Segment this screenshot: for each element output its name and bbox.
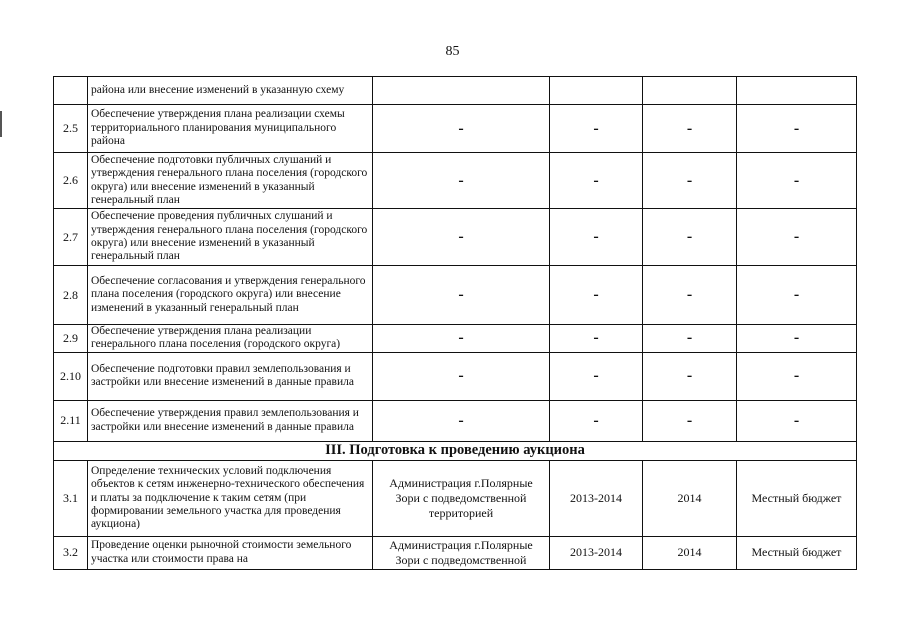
row-number: 2.6 (54, 153, 88, 209)
year-cell: - (643, 266, 737, 325)
executor-cell: Администрация г.Полярные Зори с подведомственной территорией (373, 460, 550, 536)
row-description: Обеспечение проведения публичных слушаний и утверждения генерального плана поселения (городского округа) или внесение изменений в указанный генеральный план (88, 209, 373, 266)
row-description: Проведение оценки рыночной стоимости земельного участка или стоимости права на (88, 536, 373, 569)
source-cell: - (737, 400, 857, 441)
row-description: района или внесение изменений в указанную схему (88, 77, 373, 105)
row-description: Обеспечение утверждения плана реализации генерального плана поселения (городского округа) (88, 325, 373, 353)
table-row (54, 266, 857, 325)
period-cell: - (550, 400, 643, 441)
executor-cell: Администрация г.Полярные Зори с подведомственной (373, 536, 550, 569)
year-cell (643, 77, 737, 105)
period-cell (550, 77, 643, 105)
row-description: Обеспечение согласования и утверждения генерального плана поселения (городского округа) или внесение изменений в указанный генеральный план (88, 266, 373, 325)
source-cell (737, 77, 857, 105)
source-cell: - (737, 105, 857, 153)
row-number: 2.5 (54, 105, 88, 153)
year-cell: - (643, 209, 737, 266)
table-row (54, 77, 857, 105)
table-row (54, 105, 857, 153)
row-description: Обеспечение утверждения правил землепользования и застройки или внесение изменений в данные правила (88, 400, 373, 441)
table-row (54, 352, 857, 400)
plan-table (53, 76, 857, 570)
row-description: Обеспечение подготовки публичных слушаний и утверждения генерального плана поселения (городского округа) или внесение изменений в указанный генеральный план (88, 153, 373, 209)
executor-cell: - (373, 352, 550, 400)
page-number: 85 (445, 44, 460, 59)
source-cell: - (737, 153, 857, 209)
section-header-row (54, 441, 857, 460)
year-cell: - (643, 105, 737, 153)
row-number: 3.2 (54, 536, 88, 569)
source-cell: - (737, 209, 857, 266)
source-cell: - (737, 325, 857, 353)
period-cell: - (550, 209, 643, 266)
period-cell: - (550, 352, 643, 400)
year-cell: 2014 (643, 460, 737, 536)
year-cell: - (643, 325, 737, 353)
executor-cell: - (373, 325, 550, 353)
source-cell: Местный бюджет (737, 460, 857, 536)
executor-cell: - (373, 153, 550, 209)
table-row (54, 325, 857, 353)
source-cell: - (737, 266, 857, 325)
executor-cell: - (373, 209, 550, 266)
row-number: 2.9 (54, 325, 88, 353)
row-number: 2.10 (54, 352, 88, 400)
source-cell: - (737, 352, 857, 400)
period-cell: - (550, 105, 643, 153)
row-number (54, 77, 88, 105)
row-description: Определение технических условий подключения объектов к сетям инженерно-технического обеспечения и платы за подключение к таким сетям (при формировании земельного участка для проведения аукциона) (88, 460, 373, 536)
executor-cell: - (373, 105, 550, 153)
table-row (54, 460, 857, 536)
period-cell: - (550, 266, 643, 325)
executor-cell (373, 77, 550, 105)
row-number: 2.11 (54, 400, 88, 441)
table-row (54, 400, 857, 441)
row-number: 2.8 (54, 266, 88, 325)
section-title: III. Подготовка к проведению аукциона (54, 441, 857, 460)
period-cell: - (550, 325, 643, 353)
executor-cell: - (373, 400, 550, 441)
year-cell: - (643, 400, 737, 441)
executor-cell: - (373, 266, 550, 325)
year-cell: - (643, 153, 737, 209)
table-row (54, 209, 857, 266)
period-cell: 2013-2014 (550, 460, 643, 536)
table-row (54, 153, 857, 209)
year-cell: - (643, 352, 737, 400)
period-cell: - (550, 153, 643, 209)
year-cell: 2014 (643, 536, 737, 569)
source-cell: Местный бюджет (737, 536, 857, 569)
scan-margin-mark (0, 111, 2, 137)
period-cell: 2013-2014 (550, 536, 643, 569)
row-number: 3.1 (54, 460, 88, 536)
row-number: 2.7 (54, 209, 88, 266)
table-row (54, 536, 857, 569)
row-description: Обеспечение подготовки правил землепользования и застройки или внесение изменений в данные правила (88, 352, 373, 400)
row-description: Обеспечение утверждения плана реализации схемы территориального планирования муниципального района (88, 105, 373, 153)
